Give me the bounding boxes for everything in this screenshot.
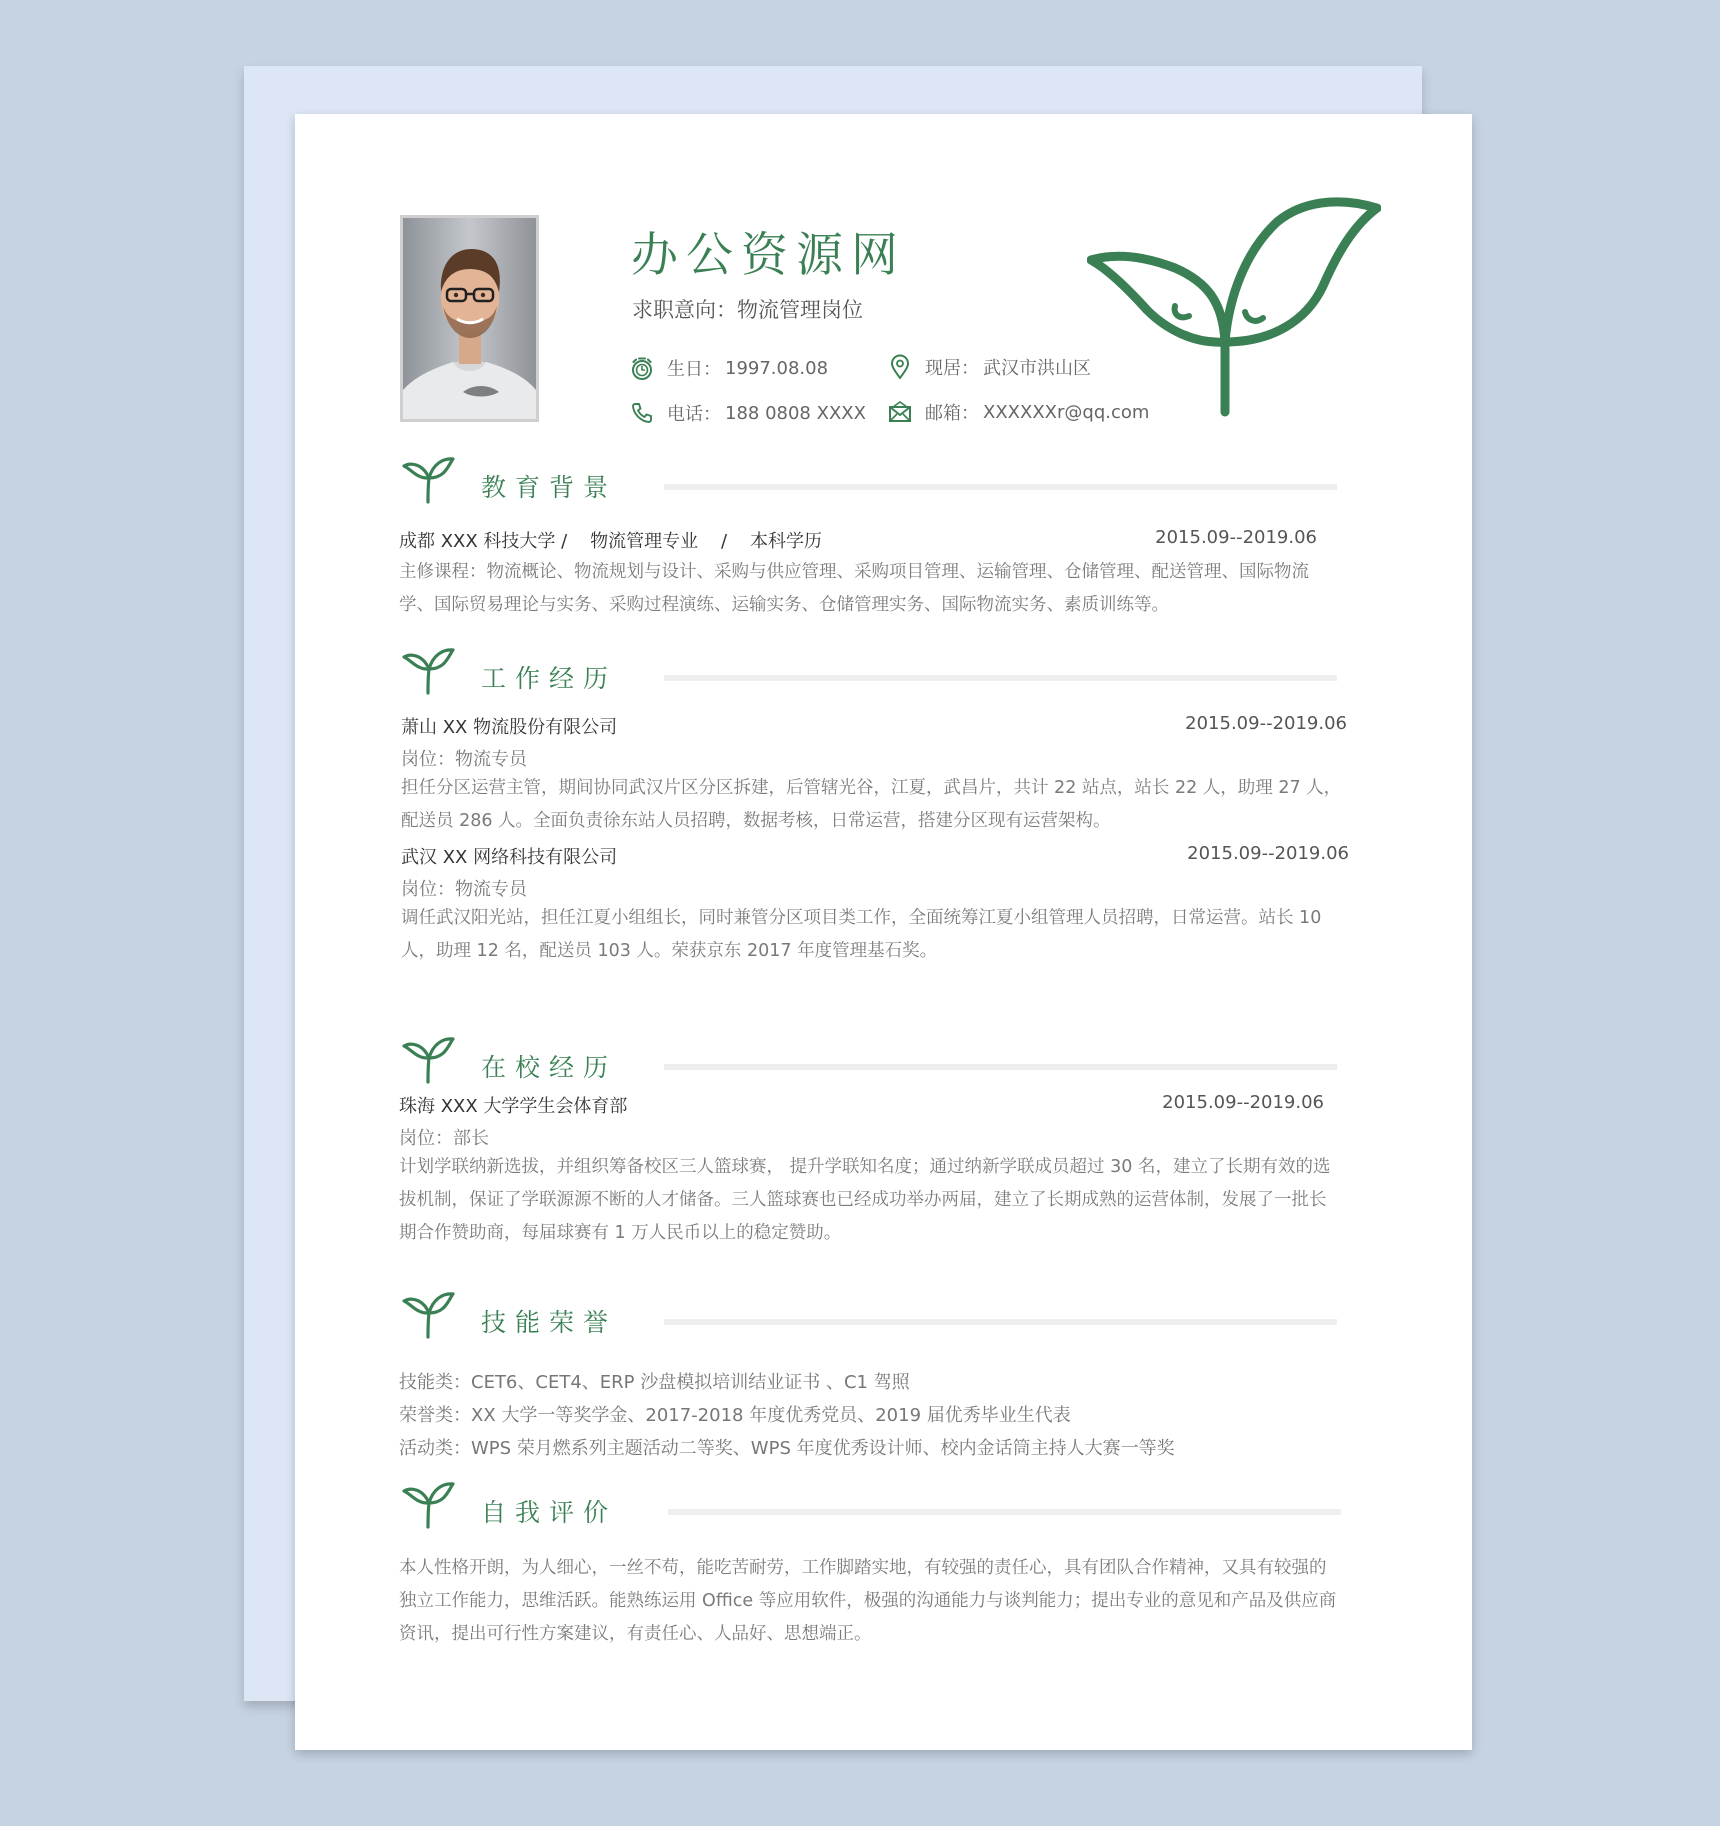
job-intent-value: 物流管理岗位 [737, 298, 863, 322]
birth-info [629, 355, 828, 381]
section-divider [664, 484, 1337, 490]
section-divider [664, 675, 1337, 681]
phone-icon [629, 400, 655, 426]
sprout-icon [401, 1036, 455, 1084]
birth-value: 1997.08.08 [725, 357, 829, 379]
work-description: 调任武汉阳光站，担任江夏小组组长，同时兼管分区项目类工作，全面统筹江夏小组管理人员招聘，日常运营。站长 10 人，助理 12 名，配送员 103 人。荣获京东 2017 年度管理基石奖。 [401, 908, 1322, 961]
section-title-skills: 技能荣誉 [481, 1308, 618, 1337]
section-title-campus: 在校经历 [481, 1053, 618, 1082]
education-entry [399, 527, 1339, 553]
envelope-icon [887, 399, 913, 425]
job-intent [632, 294, 863, 324]
campus-period: 2015.09--2019.06 [1162, 1092, 1324, 1113]
skill-item: 活动类：WPS 荣月燃系列主题活动二等奖、WPS 年度优秀设计师、校内金话筒主持人大赛一等奖 [399, 1438, 1175, 1459]
section-divider [668, 1509, 1341, 1515]
work-period: 2015.09--2019.06 [1185, 713, 1347, 734]
location-pin-icon [887, 354, 913, 380]
person-photo-illustration [403, 218, 536, 419]
sprout-icon [401, 456, 455, 504]
campus-description: 计划学联纳新选拔，并组织筹备校区三人篮球赛， 提升学联知名度；通过纳新学联成员超过 30 名，建立了长期有效的选拔机制，保证了学联源源不断的人才储备。三人篮球赛也已经成功举办两届，建立了长期成熟的运营体制，发展了一批长期合作赞助商，每届球赛有 1 万人民币以上的稳定赞助。 [399, 1157, 1331, 1243]
phone-label: 电话： [667, 404, 721, 425]
work-position: 岗位：物流专员 [401, 749, 527, 770]
section-title-work: 工作经历 [481, 664, 618, 693]
sprout-icon [401, 1291, 455, 1339]
sprout-icon [401, 647, 455, 695]
self-section-header [401, 1481, 1341, 1529]
job-intent-label: 求职意向： [632, 298, 737, 322]
work-position: 岗位：物流专员 [401, 879, 527, 900]
email-label: 邮箱： [925, 403, 979, 424]
location-info [887, 354, 1091, 380]
stopwatch-icon [629, 355, 655, 381]
leaf-logo-icon [1087, 190, 1381, 420]
education-section-header [401, 456, 1337, 504]
school-line: 成都 XXX 科技大学 / 物流管理专业 / 本科学历 [399, 531, 822, 552]
section-divider [664, 1319, 1337, 1325]
campus-entry [399, 1092, 1339, 1118]
resume-page [295, 114, 1472, 1750]
skill-item: 荣誉类：XX 大学一等奖学金、2017-2018 年度优秀党员、2019 届优秀毕业生代表 [399, 1405, 1071, 1426]
work-description: 担任分区运营主管，期间协同武汉片区分区拆建，后管辖光谷，江夏，武昌片，共计 22 站点，站长 22 人，助理 27 人，配送员 286 人。全面负责徐东站人员招聘，数据考核，日常运营，搭建分区现有运营架构。 [401, 778, 1342, 831]
location-label: 现居： [925, 358, 979, 379]
company-name: 武汉 XX 网络科技有限公司 [401, 847, 618, 868]
self-evaluation: 本人性格开朗，为人细心，一丝不苟，能吃苦耐劳，工作脚踏实地，有较强的责任心，具有团队合作精神，又具有较强的独立工作能力，思维活跃。能熟练运用 Office 等应用软件，极强的沟通能力与谈判能力；提出专业的意见和产品及供应商资讯，提出可行性方案建议，有责任心、人品好、思想端正。 [399, 1558, 1337, 1644]
education-courses: 主修课程：物流概论、物流规划与设计、采购与供应管理、采购项目管理、运输管理、仓储管理、配送管理、国际物流学、国际贸易理论与实务、采购过程演练、运输实务、仓储管理实务、国际物流实务、素质训练等。 [399, 562, 1309, 615]
applicant-name: 办公资源网 [631, 228, 906, 283]
work-entry-1 [401, 713, 1347, 739]
location-value: 武汉市洪山区 [983, 358, 1091, 379]
phone-info [629, 400, 866, 426]
sprout-icon [401, 1481, 455, 1529]
skills-section-header [401, 1291, 1337, 1339]
work-section-header [401, 647, 1337, 695]
campus-position: 岗位：部长 [399, 1128, 489, 1149]
campus-org: 珠海 XXX 大学学生会体育部 [399, 1096, 628, 1117]
education-period: 2015.09--2019.06 [1155, 527, 1317, 548]
work-entry-2 [401, 843, 1349, 869]
section-divider [664, 1064, 1337, 1070]
section-title-self: 自我评价 [481, 1498, 618, 1527]
campus-section-header [401, 1036, 1337, 1084]
company-name: 萧山 XX 物流股份有限公司 [401, 717, 618, 738]
email-value: XXXXXXr@qq.com [983, 401, 1150, 423]
profile-photo [400, 215, 539, 422]
work-period: 2015.09--2019.06 [1187, 843, 1349, 864]
phone-value: 188 0808 XXXX [725, 402, 866, 424]
section-title-education: 教育背景 [481, 473, 618, 502]
skill-item: 技能类：CET6、CET4、ERP 沙盘模拟培训结业证书 、C1 驾照 [399, 1372, 910, 1393]
birth-label: 生日： [667, 359, 721, 380]
